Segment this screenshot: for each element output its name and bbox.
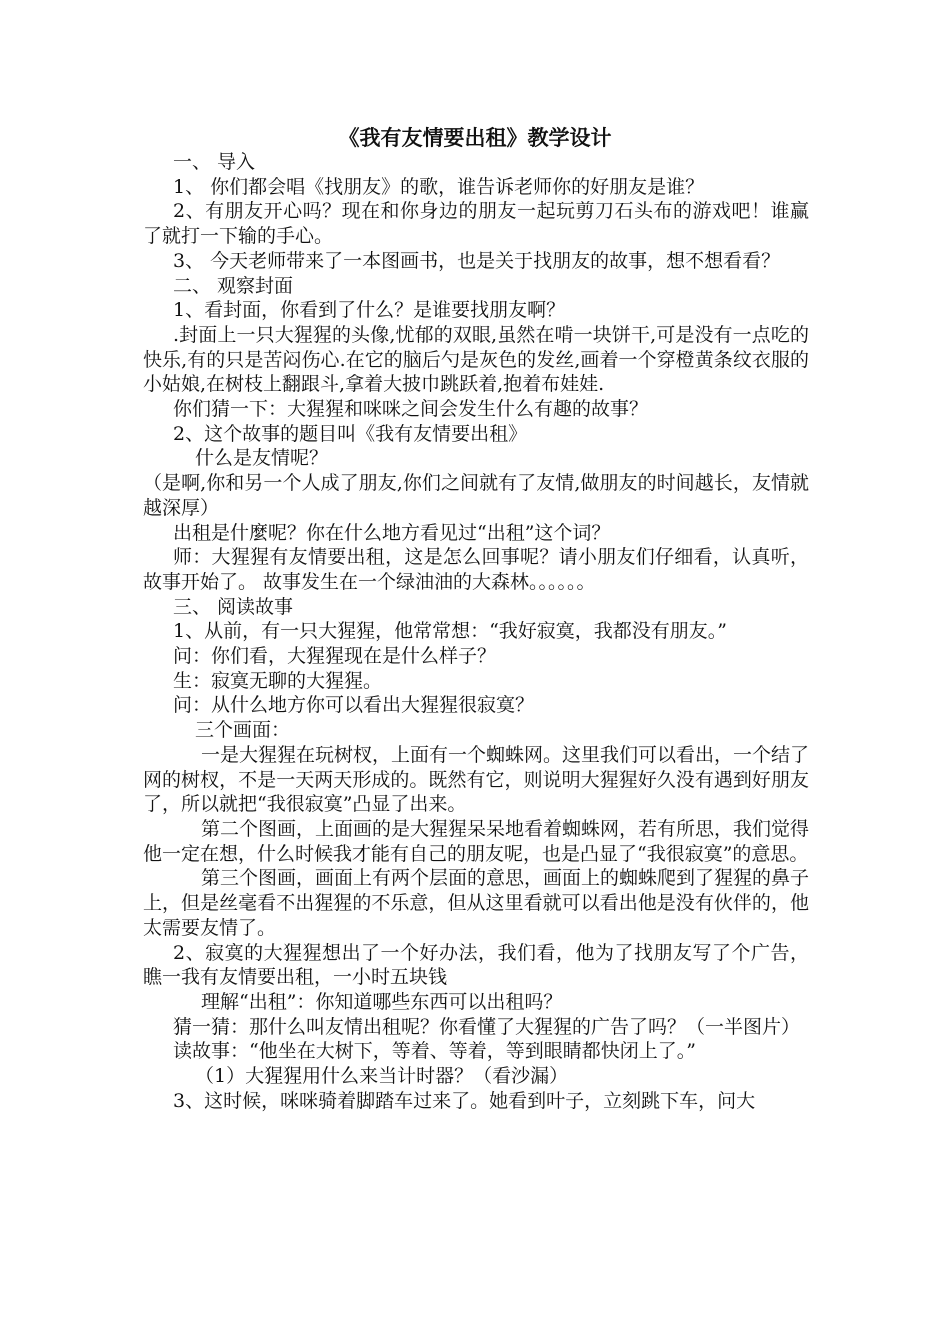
- paragraph: 二、 观察封面: [173, 274, 294, 297]
- paragraph: 2、有朋友开心吗？现在和你身边的朋友一起玩剪刀石头布的游戏吧！谁赢了就打一下输的手心。: [143, 200, 809, 248]
- paragraph: 三、 阅读故事: [173, 595, 294, 618]
- paragraph: 3、这时候，咪咪骑着脚踏车过来了。她看到叶子，立刻跳下车，问大: [173, 1089, 756, 1112]
- paragraph: 1、从前，有一只大猩猩，他常常想：“我好寂寞，我都没有朋友。”: [173, 620, 728, 643]
- paragraph: 三个画面：: [195, 719, 291, 742]
- paragraph: 理解“出租”：你知道哪些东西可以出租吗？: [201, 990, 563, 1013]
- paragraph: 读故事：“他坐在大树下，等着、等着，等到眼睛都快闭上了。”: [173, 1040, 696, 1063]
- paragraph: 一是大猩猩在玩树杈，上面有一个蜘蛛网。这里我们可以看出，一个结了网的树杈，不是一天两天形成的。既然有它，则说明大猩猩好久没有遇到好朋友了，所以就把“我很寂寞”凸显了出来。: [143, 743, 810, 816]
- paragraph: 第三个图画，画面上有两个层面的意思，画面上的蜘蛛爬到了猩猩的鼻子上，但是丝毫看不出猩猩的不乐意，但从这里看就可以看出他是没有伙伴的，他太需要友情了。: [143, 867, 810, 939]
- paragraph: 2、这个故事的题目叫《我有友情要出租》: [173, 422, 528, 445]
- paragraph: 生：寂寞无聊的大猩猩。: [173, 669, 383, 692]
- paragraph: 3、 今天老师带来了一本图画书，也是关于找朋友的故事，想不想看看？: [173, 249, 781, 272]
- paragraph: 2、寂寞的大猩猩想出了一个好办法，我们看，他为了找朋友写了个广告，瞧一我有友情要出租，一小时五块钱: [143, 941, 809, 989]
- document-title: 《我有友情要出租》教学设计: [338, 125, 612, 150]
- paragraph: 问：你们看，大猩猩现在是什么样子？: [173, 645, 497, 668]
- paragraph: 1、 你们都会唱《找朋友》的歌，谁告诉老师你的好朋友是谁？: [173, 175, 705, 198]
- paragraph: .封面上一只大猩猩的头像,忧郁的双眼,虽然在啃一块饼干,可是没有一点吃的快乐,有的只是苦闷伤心.在它的脑后勺是灰色的发丝,画着一个穿橙黄条纹衣服的小姑娘,在树枝上翻跟斗,拿着大披巾跳跃着,抱着布娃娃.: [143, 323, 809, 396]
- paragraph: 什么是友情呢？: [195, 447, 329, 470]
- document-body: [143, 150, 809, 1113]
- paragraph: 猜一猜：那什么叫友情出租呢？你看懂了大猩猩的广告了吗？（一半图片）: [173, 1015, 801, 1038]
- paragraph: 问：从什么地方你可以看出大猩猩很寂寞？: [173, 694, 535, 717]
- paragraph: 师：大猩猩有友情要出租，这是怎么回事呢？请小朋友们仔细看，认真听，故事开始了。 故事发生在一个绿油油的大森林。。。。。。: [143, 546, 809, 593]
- paragraph: （是啊,你和另一个人成了朋友,你们之间就有了友情,做朋友的时间越长，友情就越深厚）: [143, 472, 809, 519]
- paragraph: 第二个图画，上面画的是大猩猩呆呆地看着蜘蛛网，若有所思，我们觉得他一定在想，什么时候我才能有自己的朋友呢，也是凸显了“我很寂寞”的意思。: [143, 817, 810, 865]
- paragraph: 出租是什麼呢？你在什么地方看见过“出租”这个词？: [173, 521, 611, 544]
- paragraph: 一、 导入: [173, 151, 256, 173]
- paragraph: 你们猜一下：大猩猩和咪咪之间会发生什么有趣的故事？: [173, 398, 649, 421]
- paragraph: 1、看封面，你看到了什么？是谁要找朋友啊？: [173, 299, 566, 322]
- paragraph: （1）大猩猩用什么来当计时器？（看沙漏）: [195, 1065, 569, 1088]
